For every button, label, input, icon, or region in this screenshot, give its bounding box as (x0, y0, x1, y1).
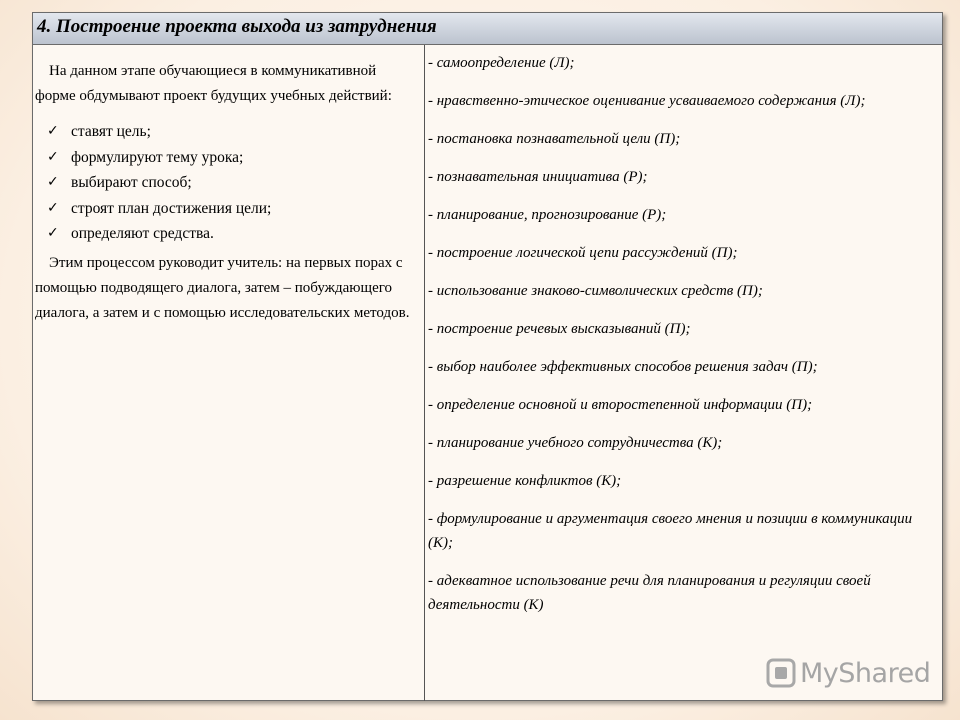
skill-item: - планирование учебного сотрудничества (К); (428, 435, 723, 451)
list-item (47, 145, 418, 171)
left-cell (33, 45, 424, 326)
check-mark-icon: ✓ (47, 225, 59, 242)
outro-paragraph: Этим процессом руководит учитель: на первых порах с помощью подводящего диалога, затем – побуждающего диалога, а затем и с помощью исследовательских методов. (35, 254, 410, 321)
skill-item: - адекватное использование речи для планирования и регуляции своей деятельности (К) (428, 573, 871, 613)
list-item-label: определяют средства. (71, 225, 214, 243)
skill-item: - определение основной и второстепенной информации (П); (428, 397, 813, 413)
skill-item: - постановка познавательной цели (П); (428, 131, 681, 147)
skill-item: - использование знаково-символических средств (П); (428, 283, 763, 299)
section-title: 4. Построение проекта выхода из затруднения (37, 16, 437, 37)
right-cell (425, 45, 943, 631)
skill-item: - выбор наиболее эффективных способов решения задач (П); (428, 359, 818, 375)
skill-item: - познавательная инициатива (Р); (428, 169, 648, 185)
skill-item: - построение логической цепи рассуждений (П); (428, 245, 738, 261)
content-table (32, 12, 943, 701)
myshared-logo-icon (766, 658, 796, 688)
skill-item: - самоопределение (Л); (428, 55, 575, 71)
list-item (47, 221, 418, 247)
list-item (47, 196, 418, 222)
skill-item: - нравственно-этическое оценивание усваиваемого содержания (Л); (428, 93, 866, 109)
list-item-label: выбирают способ; (71, 174, 192, 192)
list-item (47, 119, 418, 145)
skill-item: - формулирование и аргументация своего мнения и позиции в коммуникации (К); (428, 511, 913, 551)
check-mark-icon: ✓ (47, 174, 59, 191)
skill-item: - разрешение конфликтов (К); (428, 473, 622, 489)
check-mark-icon: ✓ (47, 123, 59, 139)
myshared-watermark (766, 656, 930, 690)
intro-paragraph: На данном этапе обучающиеся в коммуникативной форме обдумывают проект будущих учебных действий: (35, 63, 392, 104)
list-item (47, 170, 418, 196)
watermark-text: MyShared (800, 657, 931, 689)
skill-item: - планирование, прогнозирование (Р); (428, 207, 667, 223)
table-header (33, 13, 942, 45)
list-item-label: строят план достижения цели; (71, 199, 272, 217)
list-item-label: формулируют тему урока; (71, 148, 244, 166)
check-mark-icon: ✓ (47, 148, 59, 165)
action-checklist (35, 119, 418, 247)
skill-item: - построение речевых высказываний (П); (428, 321, 691, 337)
check-mark-icon: ✓ (47, 199, 59, 216)
list-item-label: ставят цель; (71, 123, 151, 140)
